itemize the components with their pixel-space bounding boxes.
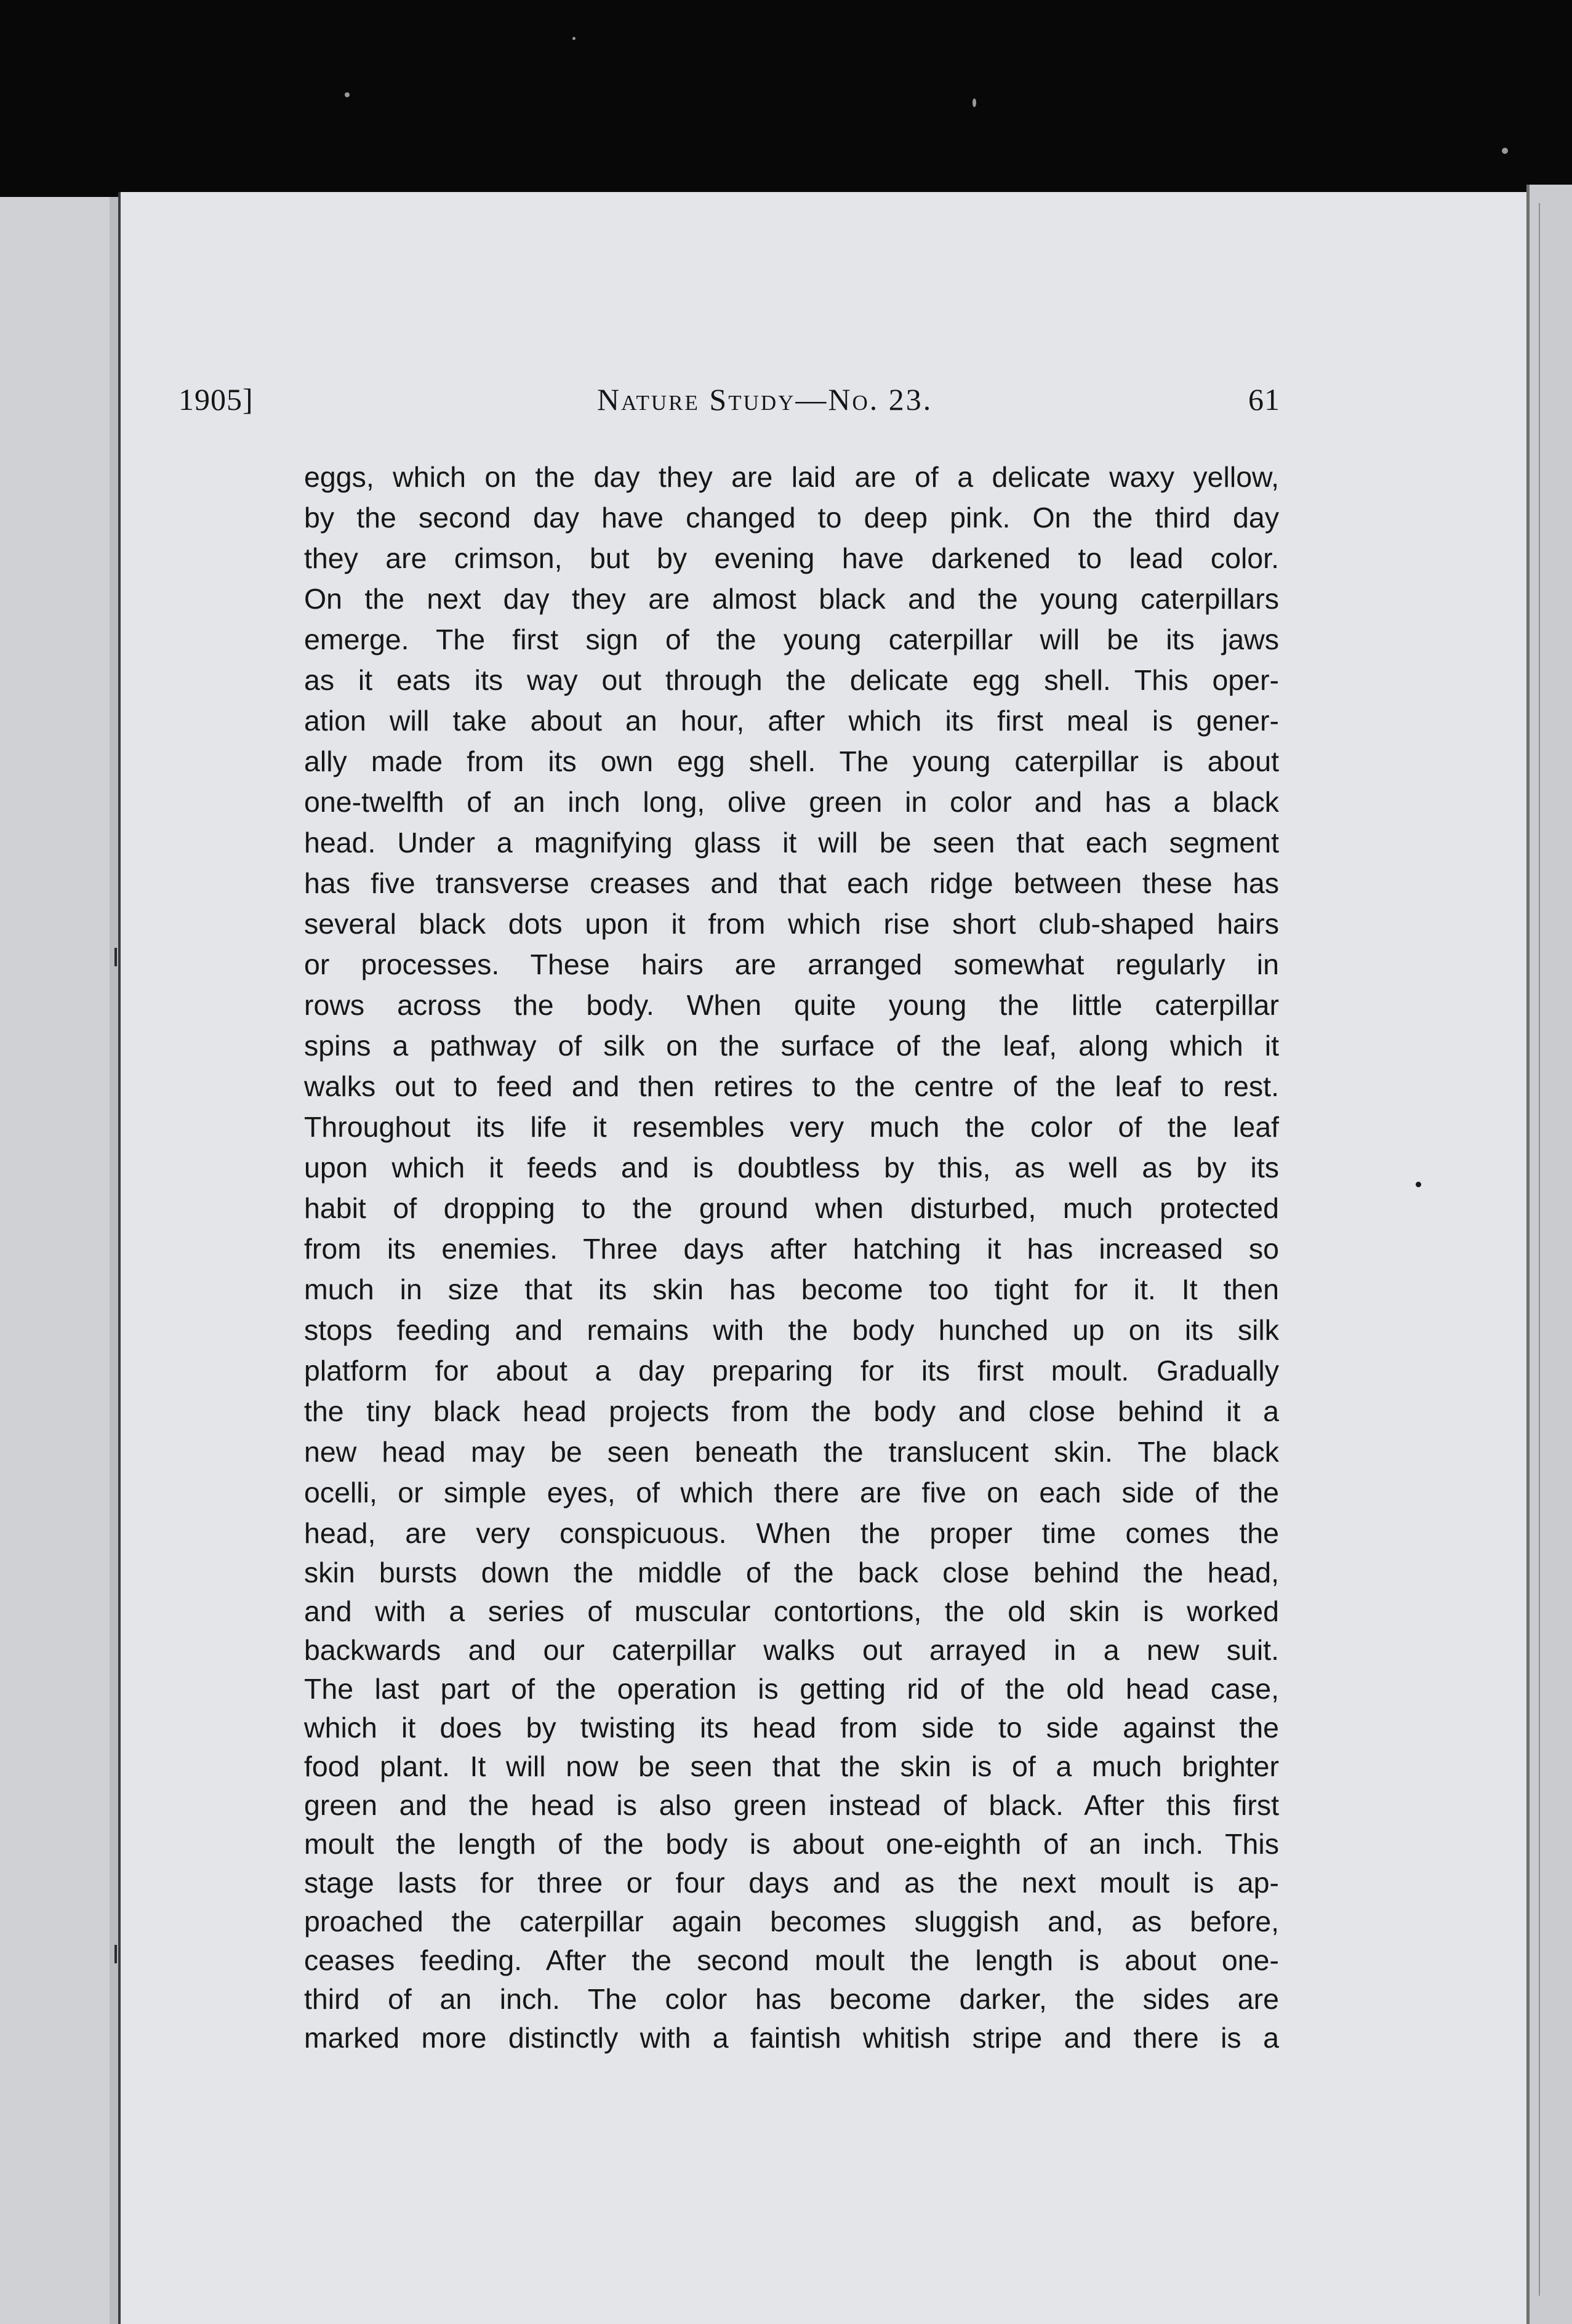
text-line: stage lasts for three or four days and as the next moult is ap- [304, 1867, 1279, 1899]
page-edge-line [1539, 203, 1540, 2296]
running-head-year: 1905] [178, 382, 254, 417]
text-line: eggs, which on the day they are laid are of a delicate waxy yellow, [304, 461, 1279, 493]
text-line: On the next daγ they are almost black and the young caterpillars [304, 583, 1279, 615]
dust-speck [572, 37, 575, 40]
text-line: platform for about a day preparing for its first moult. Gradually [304, 1355, 1279, 1387]
text-line: The last part of the operation is getting rid of the old head case, [304, 1673, 1279, 1705]
text-line: they are crimson, but by evening have darkened to lead color. [304, 542, 1279, 574]
text-line: has five transverse creases and that each ridge between these has [304, 867, 1279, 899]
text-line: ocelli, or simple eyes, of which there are five on each side of the [304, 1477, 1279, 1509]
running-head [178, 382, 1280, 419]
text-line: and with a series of muscular contortions, the old skin is worked [304, 1595, 1279, 1627]
text-line: stops feeding and remains with the body hunched up on its silk [304, 1314, 1279, 1346]
text-line: which it does by twisting its head from side to side against the [304, 1712, 1279, 1744]
text-line: rows across the body. When quite young the little caterpillar [304, 989, 1279, 1021]
text-line: ally made from its own egg shell. The young caterpillar is about [304, 745, 1279, 777]
text-line: emerge. The first sign of the young caterpillar will be its jaws [304, 623, 1279, 655]
text-line: much in size that its skin has become too tight for it. It then [304, 1273, 1279, 1305]
text-line: upon which it feeds and is doubtless by this, as well as by its [304, 1152, 1279, 1184]
facing-page-edge [0, 197, 114, 2324]
text-line: ceases feeding. After the second moult the length is about one- [304, 1944, 1279, 1976]
text-line: from its enemies. Three days after hatching it has increased so [304, 1233, 1279, 1265]
page-number: 61 [1248, 382, 1280, 417]
text-line: by the second day have changed to deep pink. On the third day [304, 502, 1279, 534]
text-line: green and the head is also green instead of black. After this first [304, 1789, 1279, 1821]
text-line: the tiny black head projects from the body and close behind it a [304, 1395, 1279, 1427]
text-line: ation will take about an hour, after which its first meal is gener- [304, 705, 1279, 737]
text-line: proached the caterpillar again becomes sluggish and, as before, [304, 1905, 1279, 1937]
text-line: several black dots upon it from which rise short club-shaped hairs [304, 908, 1279, 940]
running-head-title: Nature Study—No. 23. [597, 382, 933, 417]
scan-background-top [0, 0, 1572, 197]
text-line: Throughout its life it resembles very much the color of the leaf [304, 1111, 1279, 1143]
text-line: new head may be seen beneath the translucent skin. The black [304, 1436, 1279, 1468]
margin-mark [114, 948, 117, 966]
dust-speck [345, 92, 350, 97]
text-line: or processes. These hairs are arranged somewhat regularly in [304, 948, 1279, 980]
text-line: marked more distinctly with a faintish whitish stripe and there is a [304, 2022, 1279, 2054]
text-line: head, are very conspicuous. When the proper time comes the [304, 1517, 1279, 1549]
binding-gutter [110, 197, 118, 2324]
page-right-edge [1526, 185, 1572, 2324]
text-line: food plant. It will now be seen that the skin is of a much brighter [304, 1750, 1279, 1782]
text-line: head. Under a magnifying glass it will be seen that each segment [304, 827, 1279, 859]
body-text [304, 457, 1279, 2058]
dust-speck [972, 98, 976, 107]
text-line: one-twelfth of an inch long, olive green in color and has a black [304, 786, 1279, 818]
ink-spot [1416, 1182, 1421, 1187]
text-line: as it eats its way out through the delicate egg shell. This oper- [304, 664, 1279, 696]
text-line: backwards and our caterpillar walks out arrayed in a new suit. [304, 1634, 1279, 1666]
text-line: moult the length of the body is about one-eighth of an inch. This [304, 1828, 1279, 1860]
text-line: habit of dropping to the ground when disturbed, much protected [304, 1192, 1279, 1224]
margin-mark [114, 1945, 117, 1963]
text-line: spins a pathway of silk on the surface of the leaf, along which it [304, 1030, 1279, 1062]
text-line: walks out to feed and then retires to the centre of the leaf to rest. [304, 1070, 1279, 1102]
text-line: third of an inch. The color has become darker, the sides are [304, 1983, 1279, 2015]
text-line: skin bursts down the middle of the back close behind the head, [304, 1557, 1279, 1589]
dust-speck [1502, 148, 1508, 154]
